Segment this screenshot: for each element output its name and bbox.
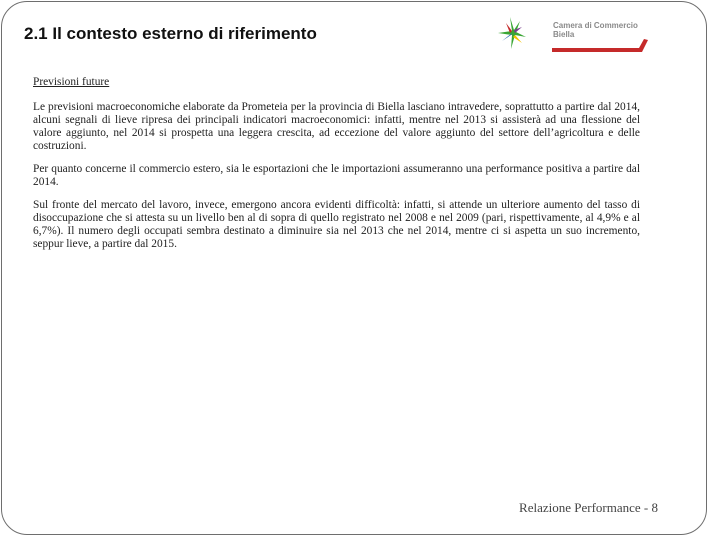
logo-line-1: Camera di Commercio — [553, 21, 638, 30]
logo-star-icon — [498, 17, 526, 49]
section-title: Previsioni future — [33, 76, 110, 88]
paragraph-1: Le previsioni macroeconomiche elaborate da Prometeia per la provincia di Biella lasciano intravedere, soprattutto a partire dal 2014, alcuni segnali di lieve ripresa dei principali indicatori macroeconomici: infatti, mentre nel 2013 si assisterà ad una flessione del valore aggiunto, nel 2014 si prospetta una leggera crescita, ad eccezione del valore aggiunto del settore dell’agricoltura e delle costruzioni. — [33, 101, 640, 152]
slide-body — [33, 76, 640, 261]
logo-text — [553, 21, 638, 39]
logo-swoosh — [552, 39, 648, 52]
page-title: 2.1 Il contesto esterno di riferimento — [24, 24, 317, 43]
paragraph-3: Sul fronte del mercato del lavoro, invece, emergono ancora evidenti difficoltà: infatti, si attende un ulteriore aumento del tasso di disoccupazione che si attesta su un livello ben al di sopra di quello registrato nel 2008 e nel 2009 (pari, rispettivamente, al 4,9% e al 6,7%). Il numero degli occupati sembra destinato a diminuire sia nel 2013 che nel 2014, mentre ci si aspetta un suo incremento, seppur lieve, a partire dal 2015. — [33, 199, 640, 250]
logo-line-2: Biella — [553, 30, 575, 39]
paragraph-2: Per quanto concerne il commercio estero, sia le esportazioni che le importazioni assumeranno una performance positiva a partire dal 2014. — [33, 163, 640, 188]
slide-footer: Relazione Performance - 8 — [519, 500, 658, 515]
